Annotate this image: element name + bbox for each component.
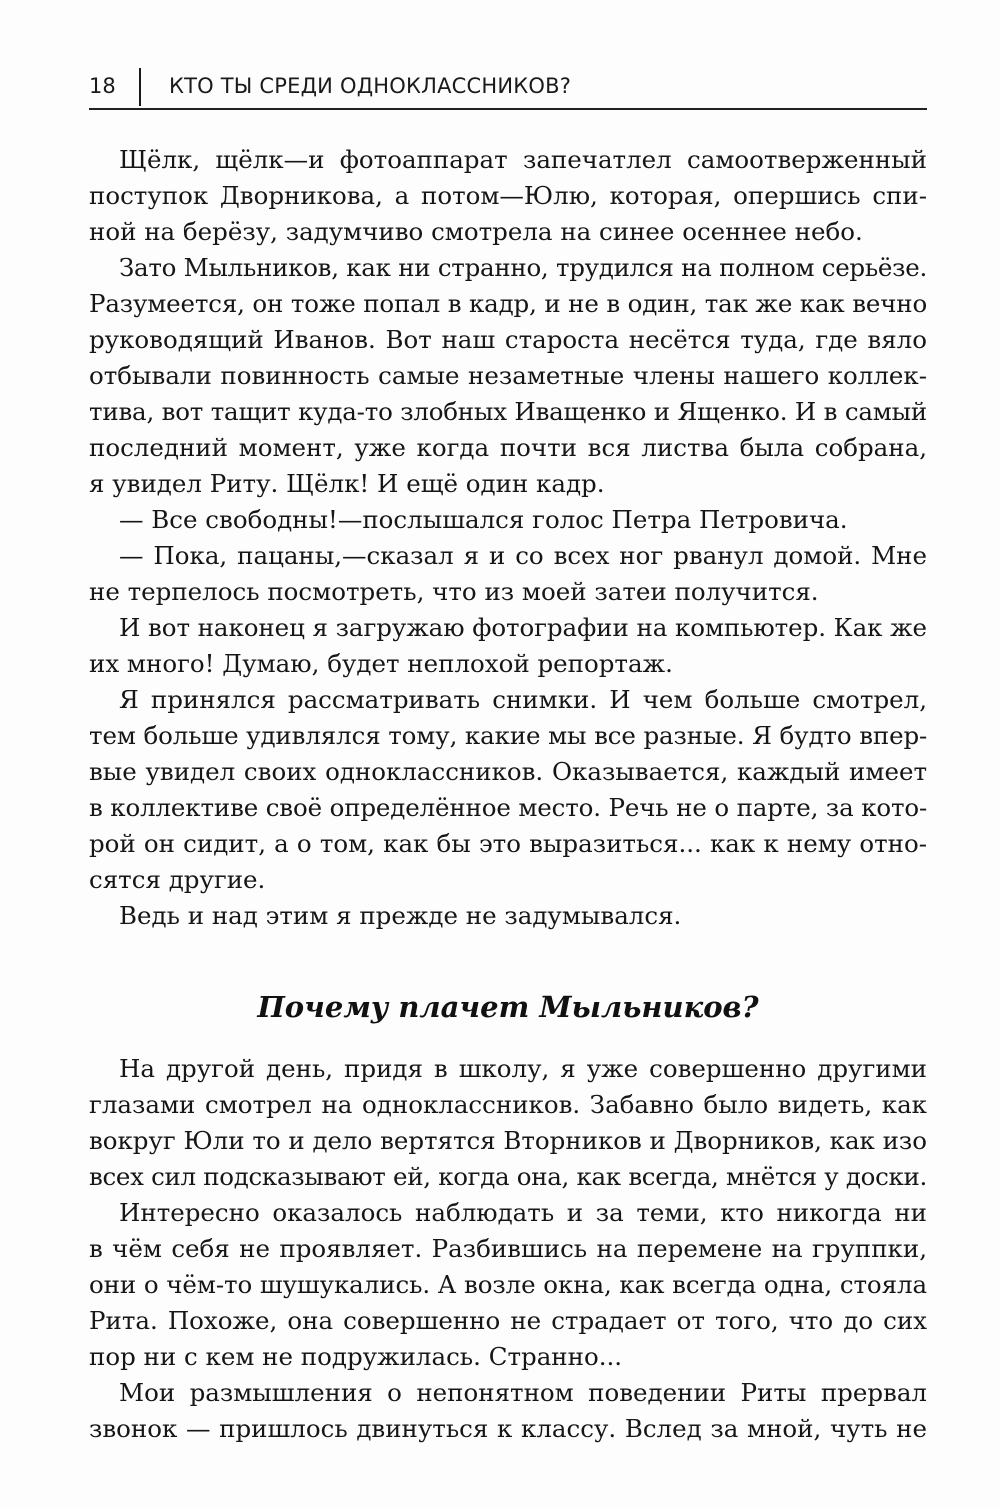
text-line: Интересно оказалось наблюдать и за теми, кто никогда ни	[119, 1198, 927, 1227]
text-line: сятся другие.	[89, 865, 266, 894]
text-line: пор ни с кем не подружилась. Странно...	[89, 1342, 623, 1371]
text-line: На другой день, придя в школу, я уже совершенно другими	[119, 1054, 927, 1083]
text-line: вокруг Юли то и дело вертятся Вторников и Дворников, как изо	[89, 1126, 927, 1155]
text-line: ной на берёзу, задумчиво смотрела на синее осеннее небо.	[89, 217, 863, 246]
text-line: руководящий Иванов. Вот наш староста несётся туда, где вяло	[89, 325, 927, 354]
text-line: Ведь и над этим я прежде не задумывался.	[119, 901, 682, 930]
text-line: их много! Думаю, будет неплохой репортаж.	[89, 649, 673, 678]
text-line: поступок Дворникова, а потом—Юлю, которая, опершись спи-	[89, 181, 927, 210]
header-divider	[139, 68, 141, 106]
text-line: тива, вот тащит куда-то злобных Иващенко и Ященко. И в самый	[89, 397, 927, 426]
text-line: рой он сидит, а о том, как бы это выразиться... как к нему отно-	[89, 829, 927, 858]
text-line: в чём себя не проявляет. Разбившись на перемене на группки,	[89, 1234, 927, 1263]
text-line: Щёлк, щёлк—и фотоаппарат запечатлел самоотверженный	[119, 145, 927, 174]
text-line: глазами смотрел на одноклассников. Забавно было видеть, как	[89, 1090, 927, 1119]
text-line: тем больше удивлялся тому, какие мы все разные. Я будто впер-	[89, 721, 928, 750]
text-line: звонок — пришлось двинуться к классу. Вслед за мной, чуть не	[89, 1414, 927, 1443]
text-line: я увидел Риту. Щёлк! И ещё один кадр.	[89, 469, 605, 498]
body-text-section-2	[89, 1051, 927, 1447]
text-line: — Все свободны!—послышался голос Петра Петровича.	[119, 505, 848, 534]
text-line: всех сил подсказывают ей, когда она, как всегда, мнётся у доски.	[89, 1162, 927, 1191]
text-line: вые увидел своих одноклассников. Оказывается, каждый имеет	[89, 757, 927, 786]
text-line: в коллективе своё определённое место. Речь не о парте, за кото-	[89, 793, 928, 822]
body-text-section-1	[89, 142, 927, 934]
running-head	[89, 68, 927, 110]
page-number: 18	[89, 74, 116, 98]
text-line: Мои размышления о непонятном поведении Риты прервал	[119, 1378, 927, 1407]
text-line: не терпелось посмотреть, что из моей затеи получится.	[89, 577, 819, 606]
text-line: Я принялся рассматривать снимки. И чем больше смотрел,	[119, 685, 927, 714]
chapter-title: КТО ТЫ СРЕДИ ОДНОКЛАССНИКОВ?	[169, 74, 572, 98]
text-line: Разумеется, он тоже попал в кадр, и не в один, так же как вечно	[89, 289, 928, 318]
text-line: Зато Мыльников, как ни странно, трудился на полном серьёзе.	[119, 253, 927, 282]
text-line: отбывали повинность самые незаметные члены нашего коллек-	[89, 361, 927, 390]
text-line: Рита. Похоже, она совершенно не страдает от того, что до сих	[89, 1306, 927, 1335]
text-line: И вот наконец я загружаю фотографии на компьютер. Как же	[119, 613, 927, 642]
text-line: они о чём-то шушукались. А возле окна, как всегда одна, стояла	[89, 1270, 927, 1299]
section-heading: Почему плачет Мыльников?	[257, 990, 759, 1024]
text-line: — Пока, пацаны,—сказал я и со всех ног рванул домой. Мне	[119, 541, 927, 570]
text-line: последний момент, уже когда почти вся листва была собрана,	[89, 433, 927, 462]
